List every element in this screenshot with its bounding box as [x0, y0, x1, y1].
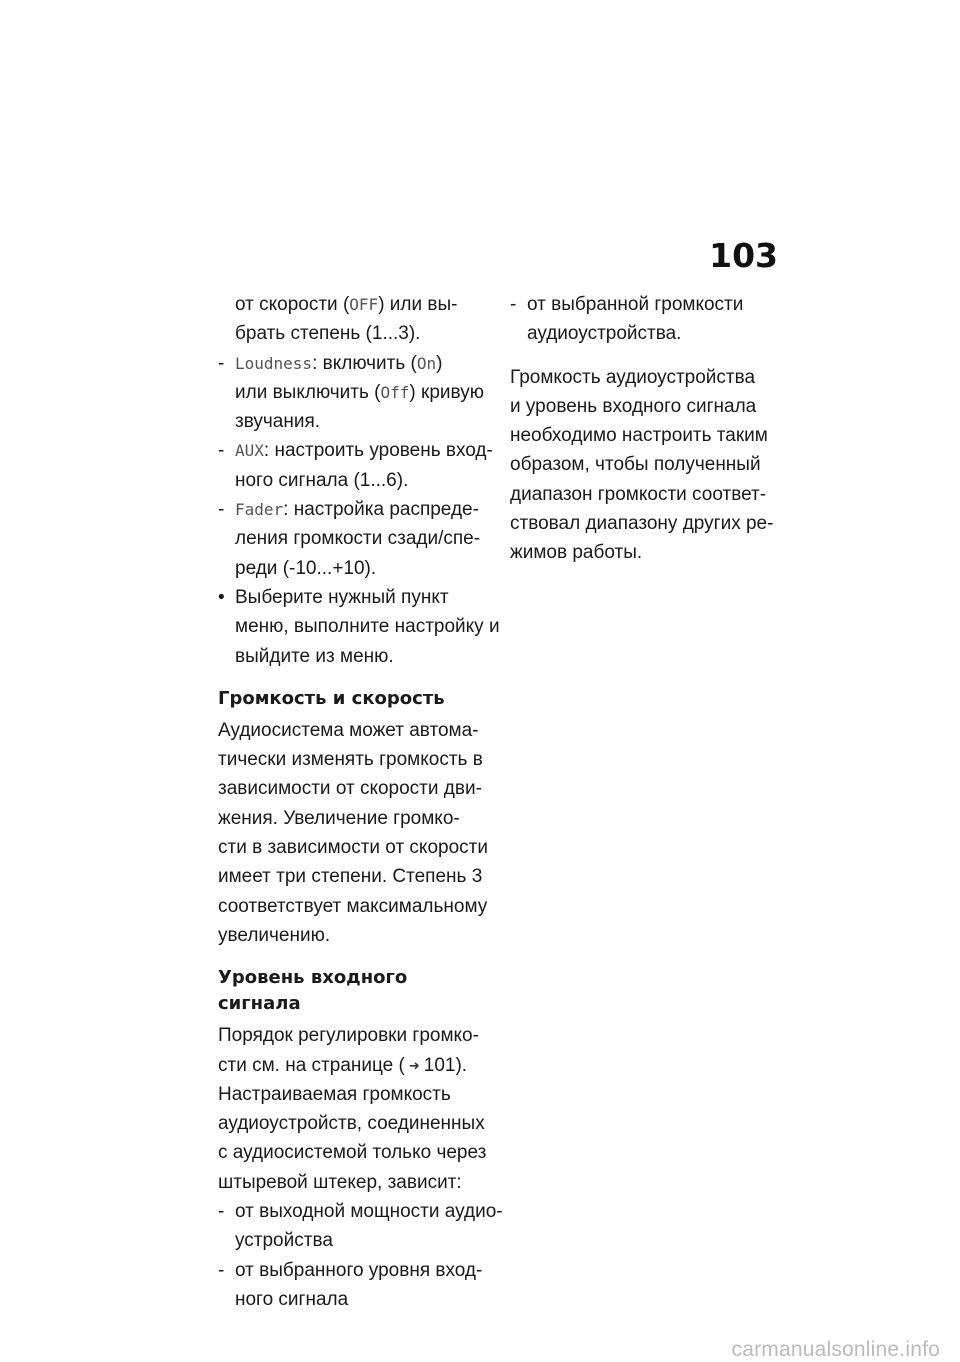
list-item-input-level: - от выбранного уровня вход- — [218, 1259, 483, 1281]
text-line: соответствует максимальному — [218, 895, 488, 917]
text-line: Громкость аудиоустройства — [510, 366, 756, 388]
text-line: сти в зависимости от скорости — [218, 837, 488, 859]
text-line: диапазон громкости соответ- — [510, 483, 767, 505]
text-line: выйдите из меню. — [235, 645, 394, 667]
section-heading: Уровень входного сигнала — [218, 967, 408, 1015]
paragraph — [218, 1021, 490, 1197]
list-item-select: • Выберите нужный пункт — [218, 586, 449, 608]
text-line: и уровень входного сигнала — [510, 395, 757, 417]
text-line: меню, выполните настройку и — [235, 616, 500, 638]
text-line: увеличению. — [218, 924, 331, 946]
page-reference[interactable]: сти см. на странице ( ➜ 101). — [218, 1051, 490, 1080]
page-number: 103 — [709, 236, 778, 275]
text-line: Настраиваемая громкость — [218, 1083, 451, 1105]
text-line: имеет три степени. Степень 3 — [218, 866, 483, 888]
text-line: аудиоустройств, соединенных — [218, 1113, 485, 1135]
text-line: устройства — [235, 1230, 333, 1252]
text-line: штыревой штекер, зависит: — [218, 1171, 462, 1193]
arrow-right-icon: ➜ — [408, 1057, 420, 1073]
text-line: необходимо настроить таким — [510, 425, 768, 447]
list-item-fader: - Fader: настройка распреде- — [218, 499, 479, 521]
text-line: ления громкости сзади/спе- — [235, 528, 481, 550]
text-line: образом, чтобы полученный — [510, 454, 761, 476]
list-item-output-power: - от выходной мощности аудио- — [218, 1201, 503, 1223]
watermark: carmanualsonline.info — [731, 1338, 940, 1361]
text-line: от скорости (OFF) или вы- — [235, 294, 458, 315]
text-line: ствовал диапазону других ре- — [510, 513, 774, 535]
text-line: аудиоустройства. — [527, 323, 682, 345]
text-line: с аудиосистемой только через — [218, 1142, 487, 1164]
list-item-loudness: - Loudness: включить (On) — [218, 352, 443, 374]
text-line: Порядок регулировки громко- — [218, 1025, 479, 1047]
list-item-selected-volume: - от выбранной громкости — [510, 294, 744, 315]
left-column — [218, 290, 503, 1314]
text-line: жимов работы. — [510, 542, 643, 564]
text-line: или выключить (Off) кривую — [235, 381, 484, 403]
text-line: зависимости от скорости дви- — [218, 778, 482, 800]
text-line: ного сигнала — [235, 1288, 349, 1310]
text-line: реди (-10...+10). — [235, 557, 377, 579]
text-line: Аудиосистема может автома- — [218, 719, 479, 741]
paragraph — [218, 716, 490, 950]
section-heading: Громкость и скорость — [218, 687, 445, 709]
text-line: тически изменять громкость в — [218, 749, 483, 771]
list-item-aux: - AUX: настроить уровень вход- — [218, 440, 493, 462]
paragraph — [510, 363, 774, 568]
text-line: ного сигнала (1...6). — [235, 469, 409, 491]
text-line: брать степень (1...3). — [235, 323, 421, 345]
text-line: звучания. — [235, 411, 321, 433]
right-column — [510, 290, 774, 568]
text-line: жения. Увеличение громко- — [218, 807, 460, 829]
